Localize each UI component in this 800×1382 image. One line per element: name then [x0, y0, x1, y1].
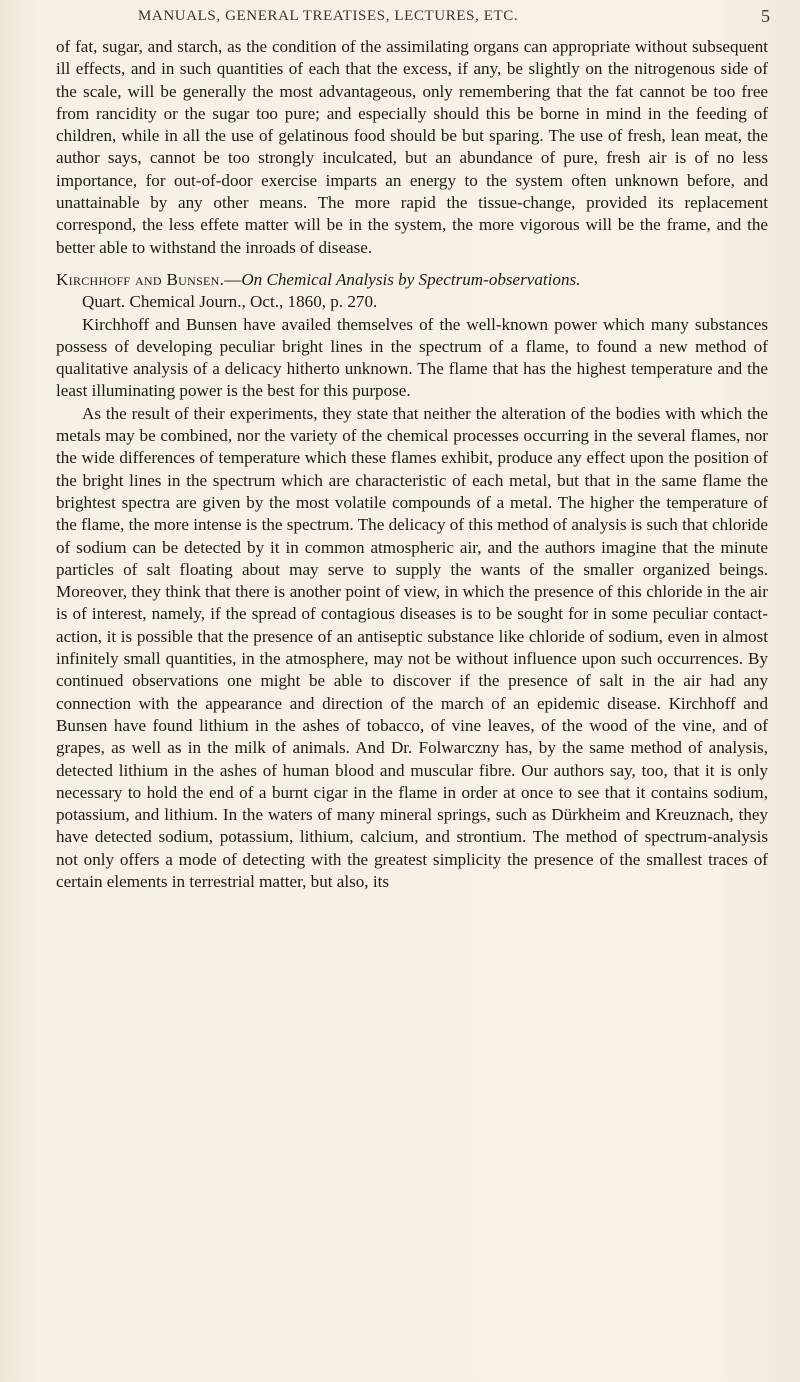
- entry-paragraph-2: As the result of their experiments, they state that neither the alteration of the bodies with which the metals may be combined, nor the variety of the chemical processes occurring in the several flames, nor the wide differences of temperature which these flames exhibit, produce any effect upon the position of the bright lines in the spectrum which are characteristic of each metal, but that in the same flame the brightest spectra are given by the most volatile compounds of a metal. The higher the temperature of the flame, the more intense is the spectrum. The delicacy of this method of analysis is such that chloride of sodium can be detected by it in common atmospheric air, and the authors imagine that the minute particles of salt floating about may serve to supply the wants of the smaller organized beings. Moreover, they think that there is another point of view, in which the presence of this chloride in the air is of interest, namely, if the spread of contagious diseases is to be sought for in some peculiar contact-action, it is possible that the presence of an antiseptic substance like chloride of sodium, even in almost infinitely small quantities, in the atmosphere, may not be without influence upon such occurrences. By continued observations one might be able to discover if the presence of salt in the air had any connection with the appearance and direction of the march of an epidemic disease. Kirchhoff and Bunsen have found lithium in the ashes of tobacco, of vine leaves, of the wood of the vine, and of grapes, as well as in the milk of animals. And Dr. Folwarczny has, by the same method of analysis, detected lithium in the ashes of human blood and muscular fibre. Our authors say, too, that it is only necessary to hold the end of a burnt cigar in the flame in order at once to see that it contains sodium, potassium, and lithium. In the waters of many mineral springs, such as Dürkheim and Kreuznach, they have detected sodium, potassium, lithium, calcium, and strontium. The method of spectrum-analysis not only offers a mode of detecting with the greatest simplicity the presence of the smallest traces of certain elements in terrestrial matter, but also, its: [56, 403, 768, 891]
- entry-dash: —: [224, 269, 242, 289]
- entry-heading: [56, 269, 768, 291]
- opening-paragraph: of fat, sugar, and starch, as the condition of the assimilating organs can appropriate without subsequent ill effects, and in such quantities of each that the excess, if any, be slightly on the nitrogenous side of the scale, will be generally the most advantageous, only remembering that the fat cannot be too free from rancidity or the sugar too pure; and especially should this be borne in mind in the feeding of children, while in all the use of gelatinous food should be but sparing. The use of fresh, lean meat, the author says, cannot be too strongly inculcated, but an abundance of pure, fresh air is of no less importance, for out-of-door exercise imparts an energy to the system often unknown before, and unattainable by any other means. The more rapid the tissue-change, provided its replacement correspond, the less effete matter will be in the system, the more vigorous will be the frame, and the better able to withstand the inroads of disease.: [56, 37, 768, 257]
- body-text: [56, 36, 768, 893]
- running-head: MANUALS, GENERAL TREATISES, LECTURES, ETC.: [138, 8, 519, 24]
- entry-citation: Quart. Chemical Journ., Oct., 1860, p. 270.: [82, 292, 378, 312]
- entry-paragraph-1: Kirchhoff and Bunsen have availed themselves of the well-known power which many substances possess of developing peculiar bright lines in the spectrum of a flame, to found a new method of qualitative analysis of a delicacy hitherto unknown. The flame that has the highest temperature and the least illuminating power is the best for this purpose.: [56, 314, 768, 401]
- page-header: [138, 8, 798, 34]
- entry-authors: Kirchhoff and Bunsen.: [56, 269, 225, 289]
- page-number: 5: [761, 6, 770, 26]
- entry-title: On Chemical Analysis by Spectrum-observations.: [241, 269, 581, 289]
